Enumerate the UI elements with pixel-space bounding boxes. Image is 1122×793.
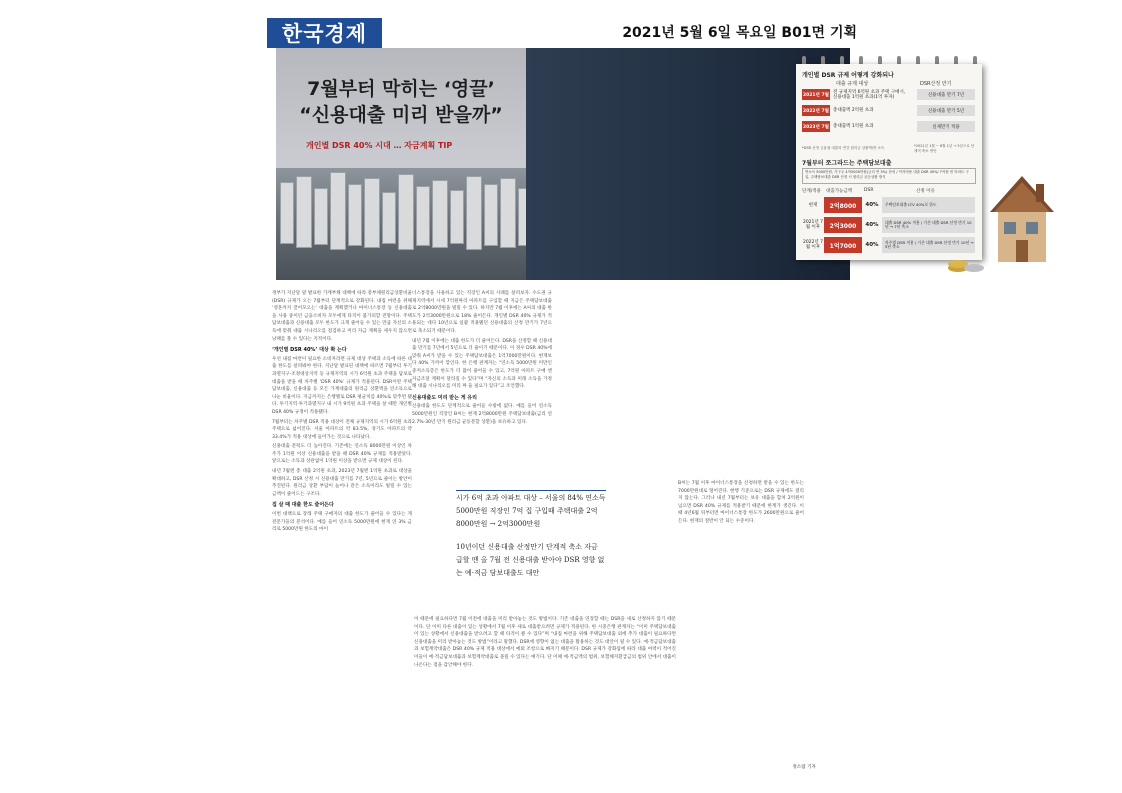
term-text: 신용대출 만기 7년 xyxy=(917,89,975,100)
table-header: 단계/적용 xyxy=(802,189,821,194)
table-header: 대출가능금액 xyxy=(826,189,853,194)
newspaper-masthead: 한국경제 xyxy=(267,18,382,48)
pullquote xyxy=(456,492,606,590)
row-reason: 대출 DSR 40% 적용 / 기존 대출 DSR 산정 만기 10년 → 7년 축소 xyxy=(882,217,975,233)
row-when: 2022년 7월 이후 xyxy=(802,240,824,250)
row-when: 현재 xyxy=(808,202,818,208)
paragraph: 이번 대책으로 장래 주택 구매자의 대출 한도가 줄어들 수 있다는 게 전문가들의 분석이다. 예를 들어 연소득 5000만원에 현재 연 3% 금리로 5000만원 한도의 마이 xyxy=(272,512,412,533)
paragraph: 우선 내집 마련이 필요한 소비자라면 규제 대상 주택과 소득에 따른 대출 한도를 살펴봐야 한다. 지난달 발표된 대책에 따르면 7월부터 투기과열지구·조정대상지역 등 규제지역의 시가 6억원 초과 주택을 담보로 대출을 받을 때 차주별 ‘DSR 40%’ 규제가 적용된다. DSR이란 주택담보대출, 신용대출 등 모든 가계대출의 원리금 상환액을 연소득으로 나눈 비율이다. 지금까지는 은행별로 DSR 평균치를 40%로 맞추면 됐다. 투기지역·투기과열지구 내 시가 9억원 초과 주택을 살 때만 개인별 DSR 40% 규정이 적용됐다. xyxy=(272,356,412,415)
pullquote-text: 시가 6억 초과 아파트 대상 – 서울의 84% 연소득 5000만원 직장인 7억 집 구입때 주택대출 2억8000만원 → 2억3000만원 xyxy=(456,494,606,528)
phase-label: 2023년 7월 xyxy=(802,121,830,132)
section-heading: ‘개인별 DSR 40%’ 대상 확 는다 xyxy=(272,347,347,354)
row-amount: 1억7000 xyxy=(824,237,862,253)
paragraph: 신용대출 문턱도 더 높아진다. 기존에는 연소득 8000만원 이상인 차주가 1억원 이상 신용대출을 받을 때 DSR 40% 규제를 적용받았다. 앞으로는 소득과 상관없이 1억원 이상을 받으면 규제 대상이 된다. xyxy=(272,444,412,465)
row-amount: 2억8000 xyxy=(824,197,862,213)
calendar-footnote-2: *2021년 1월 ~ 6월 1년 → 5년으로 단계적 축소 방안 xyxy=(914,144,975,153)
city-skyline-photo xyxy=(276,168,538,280)
phase-label: 2022년 7월 xyxy=(802,105,830,116)
paragraph: 정부가 지난달 말 발표한 가계부채 대책에 따라 총부채원리금상환비율(DSR) 규제가 오는 7월부터 단계적으로 강화된다. 내집 마련을 위해 ‘영혼까지 끌어모으는’ 대출을 계획했거나 마이너스통장 등 신용대출을 사용 중이던 금융소비자 모두에게 타격이 불가피할 전망이다. 주택담보대출과 신용대출 모두 한도가 크게 줄어들 수 있는 만큼 자신의 소득에 맞춰 대출 시나리오를 점검하고 미리 자금 계획을 세우지 않으면 낭패를 볼 수 있다는 지적이다. xyxy=(272,291,412,342)
row-dsr: 40% xyxy=(865,202,879,208)
headline-line-1: 7월부터 막히는 ‘영끌’ xyxy=(307,78,495,100)
row-reason: 차주별 DSR 적용 / 기존 대출 DSR 산정 만기 10년 → 5년 축소 xyxy=(882,237,975,253)
row-dsr: 40% xyxy=(865,222,879,228)
hero-subhead: 개인별 DSR 40% 시대 … 자금계획 TIP xyxy=(306,141,453,150)
article-column-3: B씨는 7월 이후 마이너스통장을 신청하면 받을 수 있는 한도는 7000만원대로 떨어진다. 현행 기준으로는 DSR 규제에도 걸리지 않는다. 그러나 내년 7월부터는 보유 대출을 합쳐 2억원이 넘으면 DSR 40% 규제를 적용받기 때문에 한계가 생긴다. 이때 4년6월 뒤부터면 마이너스통장 한도가 2600만원으로 줄어든다. 현재의 절반이 안 되는 수준이다. xyxy=(678,481,804,524)
article-column-4: 이 때문에 필요하다면 7월 이전에 대출을 미리 받아놓는 것도 방법이다. 기존 대출을 연장할 때는 DSR을 새로 산정하지 않기 때문이다. 단 이미 다른 대출이 있는 상황에서 7월 이후 새로 대출받으려면 규제가 적용된다. 한 시중은행 관계자는 “이미 주택담보대출이 있는 상황에서 신용대출을 받으려고 할 때 타격이 클 수 있다”며 “내집 마련을 위해 주택담보대출 외에 추가 대출이 필요하다면 신용대출을 미리 받아놓는 것도 방법”이라고 말했다. DSR에 영향이 없는 대출을 활용하는 것도 대안이 될 수 있다. 예·적금담보대출과 보험계약대출은 DSR 40% 규제 적용 대상에서 예외 조항으로 빠지기 때문이다. DSR 규제가 강화됨에 따라 대출 여력이 적어진 이들이 예·적금담보대출과 보험계약대출로 몰릴 수 있다는 얘기다. 단 이때 예·적금액의 범위, 보험해지환급금의 범위 안에서 대출이 나온다는 점을 감안해야 한다. xyxy=(414,617,676,668)
target-text: 총대출액 2억원 초과 xyxy=(833,108,874,113)
row-amount: 2억3000 xyxy=(824,217,862,233)
calendar-row xyxy=(802,88,976,101)
article-body xyxy=(272,290,850,770)
paragraph: 신용대출 한도도 단계적으로 줄어들 수밖에 없다. 예를 들어 연소득 5000만원인 직장인 B씨는 현재 2억8000만원 주택담보대출(금리 연 2.7%·30년 만기 원리금 균등분할 상환)을 보유하고 있다. xyxy=(412,404,552,425)
col-header-term: DSR산정 만기 xyxy=(920,81,952,87)
headline-line-2: “신용대출 미리 받을까” xyxy=(299,104,503,126)
assumption-box: 연소득 5000만원, 가구주 4억5000만원(금리 연 3%) 찬성 / 이자비용 대출 DSR 40%/ 7억원 빈 아파트 구입, 주택담보대출 DSR 산정 시 원리금 균등상환 방식 xyxy=(802,168,976,184)
table-row xyxy=(802,196,976,214)
table-header: 산정 이유 xyxy=(916,189,935,194)
term-text: 실제만기 적용 xyxy=(917,121,975,132)
pullquote-text: 10년이던 신용대출 산정만기 단계적 축소 자금 급할 땐 올 7월 전 신용대출 받아야 DSR 영향 없는 예·적금 담보대출도 대안 xyxy=(456,543,605,577)
pullquote-rule xyxy=(456,490,606,491)
paragraph: 내년 7월 이후에는 대출 한도가 더 줄어든다. DSR을 산정할 때 신용대출 만기를 7년에서 5년으로 더 줄이기 때문이다. 이 경우 DSR 40%에 맞춰 A씨가 받을 수 있는 주택담보대출은 1억7000만원이다. 현재보다 40% 가까이 깎인다. 한 은행 관계자는 “연소득 5000만원 미만인 중저소득층은 한도가 더 많이 줄어들 수 있고, 7억원 아파트 구매 엔 자금조달 계획이 달라질 수 있다”며 “자신의 소득과 미래 소득을 가정해 대출 시나리오를 미리 짜 둘 필요가 있다”고 조언했다. xyxy=(412,338,552,390)
row-reason: 주택담보대출 LTV 40%로 한도 xyxy=(882,197,975,213)
byline: 정소람 기자 xyxy=(792,765,816,770)
target-text: 전 규제지역 6억원 초과 주택 구매시, 신용대출 1억원 초과(1억 투자) xyxy=(833,89,906,100)
dateline: 2021년 5월 6일 목요일 B01면 기획 xyxy=(622,25,857,41)
row-dsr: 40% xyxy=(865,242,879,248)
table-row xyxy=(802,216,976,234)
term-text: 신용대출 만기 5년 xyxy=(917,105,975,116)
calendar-footnote: *DSR 산정 금융권 대출의 연간 원리금 상환액/연 소득 xyxy=(802,146,885,150)
col-header-target: 대출 규제 대상 xyxy=(836,81,869,87)
coins-icon xyxy=(946,254,986,274)
hero-graphic xyxy=(276,48,975,280)
hero-headline xyxy=(276,76,526,128)
calendar-row xyxy=(802,104,976,117)
paragraph: 너스통장을 사용하고 있는 직장인 A씨의 사례를 살펴보자. 수도권 규제지역에서 시세 7억원짜리 아파트를 구입할 때 지금은 주택담보대출로 2억8000만원을 빌릴 수 있다. 하지만 7월 이후에는 A씨의 대출 한도가 2억3000만원으로 18% 줄어든다. 개인별 DSR 40% 규제가 적용되는 데다 10년으로 일괄 적용됐던 신용대출의 산정 만기가 7년으로 축소되기 때문이다. xyxy=(412,291,552,334)
section-heading: 집 살 때 대출 한도 줄어든다 xyxy=(272,502,334,509)
table-row xyxy=(802,236,976,254)
calendar-title: 개인별 DSR 규제 어떻게 강화되나 xyxy=(802,72,894,79)
table-header: DSR xyxy=(864,188,874,193)
calendar-row xyxy=(802,120,976,133)
house-model-icon xyxy=(984,166,1058,266)
paragraph: 내년 7월엔 총 대출 2억원 초과, 2023년 7월엔 1억원 초과로 대상을 확대하고, DSR 산정 시 신용대출 만기를 7년, 5년으로 줄이는 방안이 추진된다. 원리금 상환 부담이 늘어나 같은 소득이라도 빌릴 수 있는 금액이 줄어드는 구조다. xyxy=(272,469,412,497)
infographic-background xyxy=(526,48,975,280)
article-column-1 xyxy=(272,290,412,770)
target-text: 총대출액 1억원 초과 xyxy=(833,124,874,129)
paragraph: 7월부터는 차주별 DSR 적용 대상이 전체 규제지역의 시가 6억원 초과 주택으로 넓어진다. 서울 아파트의 약 83.5%, 경기도 아파트의 약 33.4%가 적용 대상에 들어가는 것으로 나타났다. xyxy=(272,419,412,440)
section-heading: 신용대출도 미리 받는 게 유리 xyxy=(412,394,477,401)
phase-label: 2021년 7월 xyxy=(802,89,830,100)
row-when: 2021년 7월 이후 xyxy=(802,220,824,230)
calendar-infographic xyxy=(796,64,982,260)
calendar-subtitle: 7월부터 쪼그라드는 주택담보대출 xyxy=(802,160,892,167)
